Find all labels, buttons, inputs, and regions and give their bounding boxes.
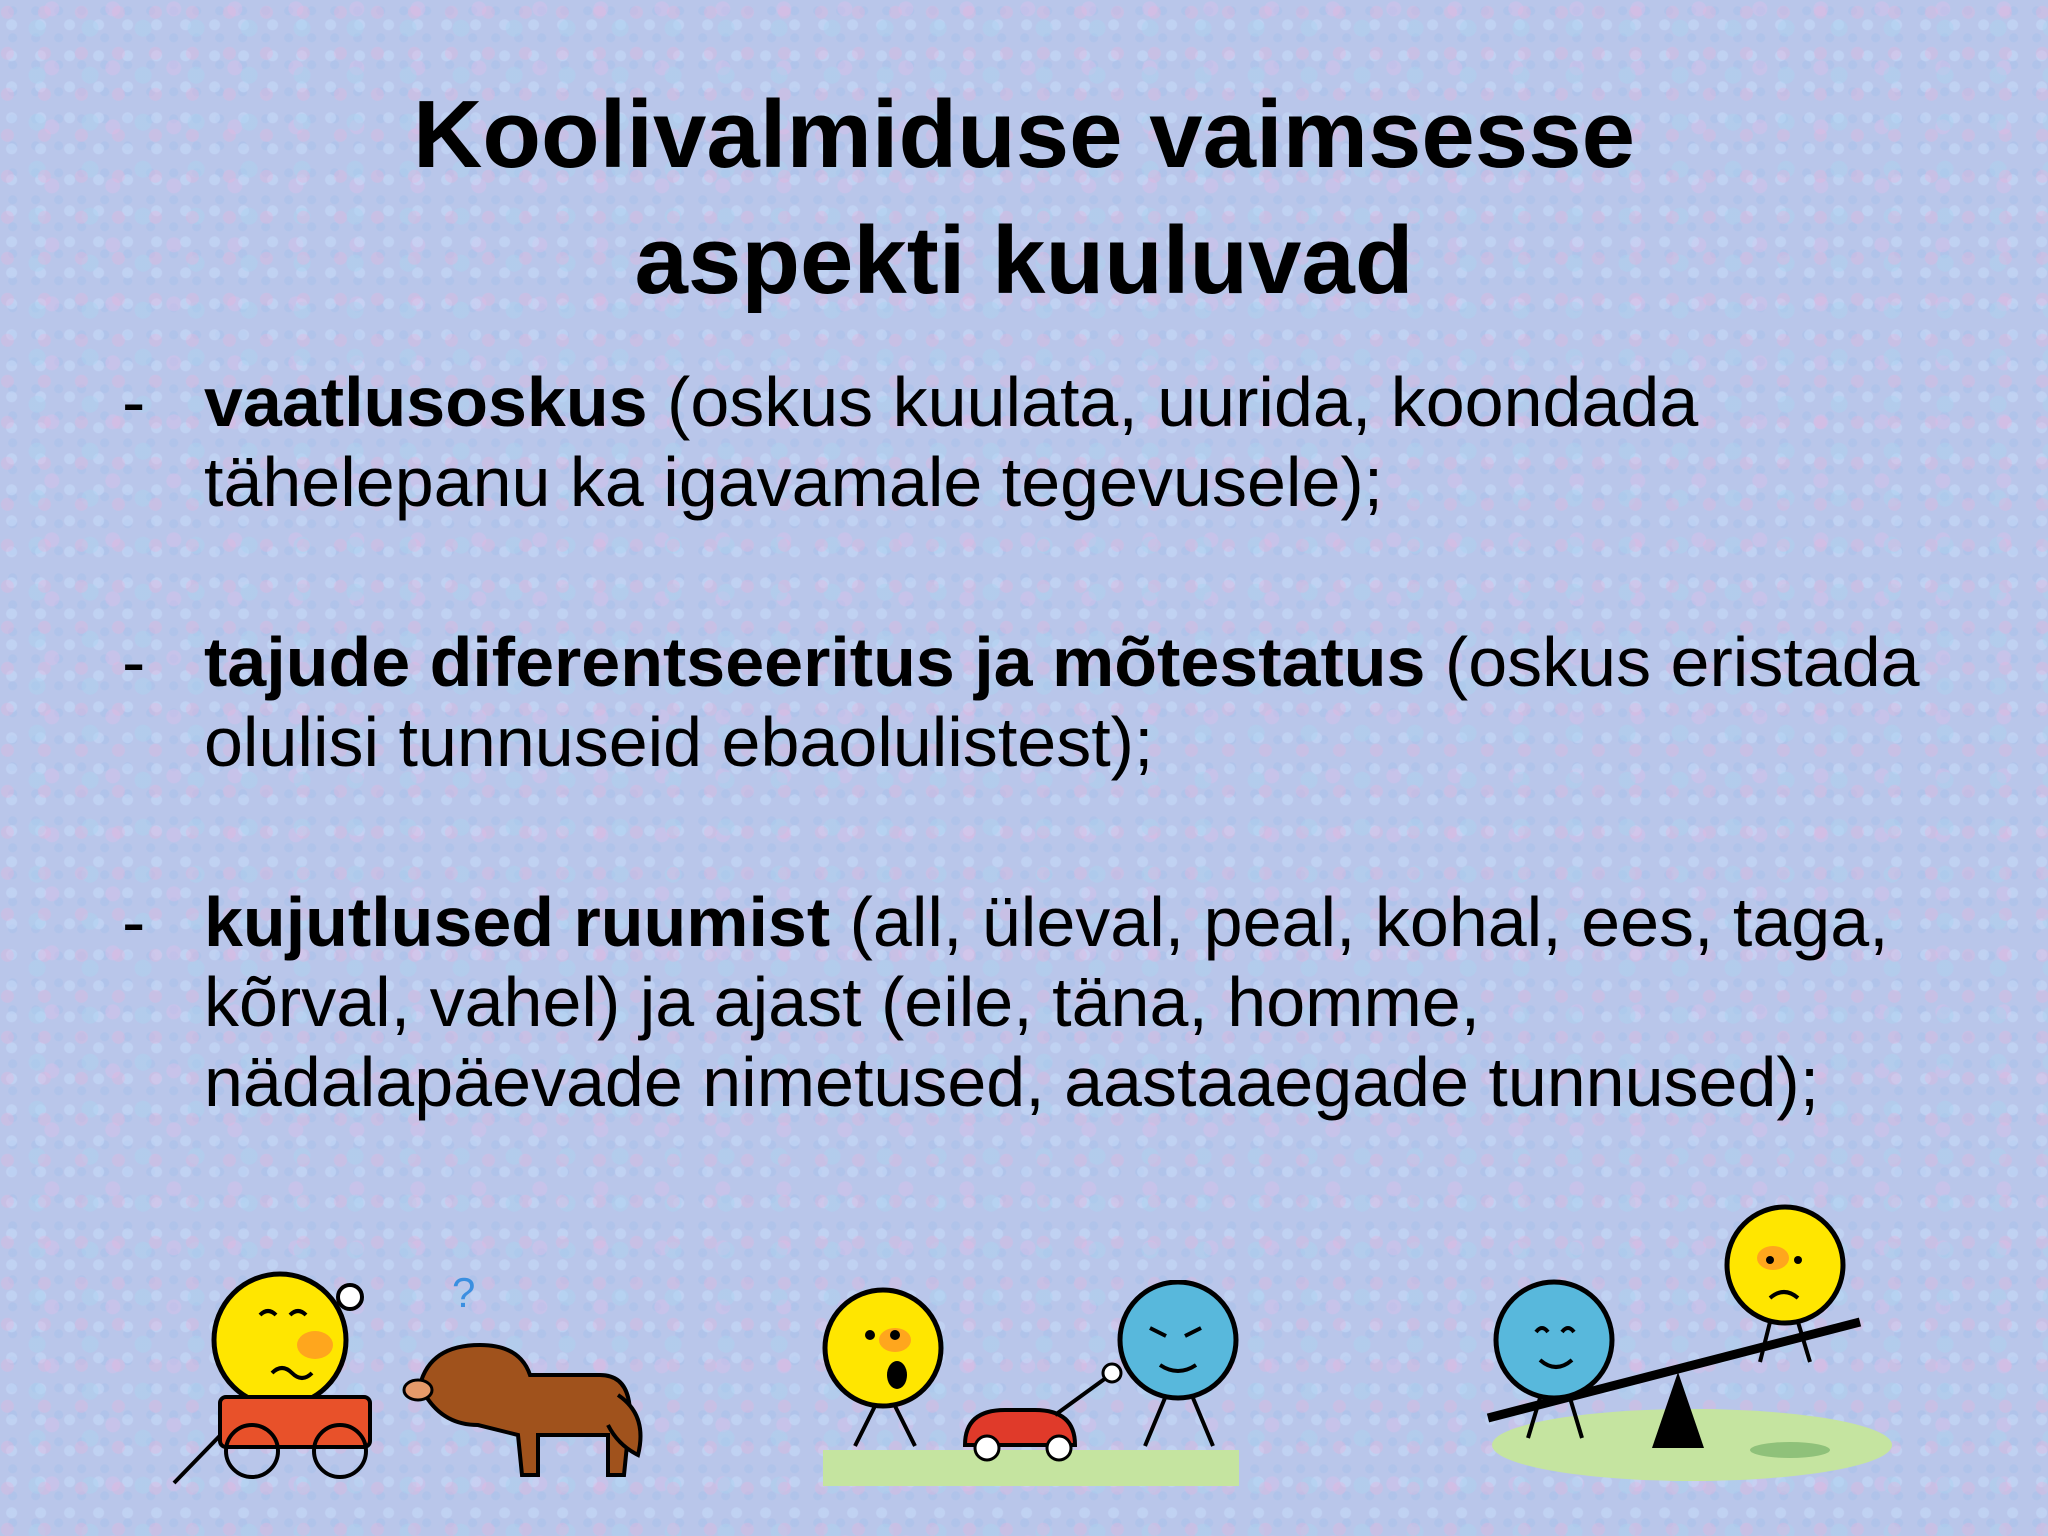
eye-icon — [890, 1330, 900, 1340]
blush-icon — [297, 1331, 333, 1359]
grass-patch — [823, 1450, 1239, 1486]
question-mark: ? — [452, 1269, 476, 1316]
bullet-text: (oskus kuulata, uurida, koondada tähelepanu ka igavamale tegevusele); — [204, 363, 1699, 521]
bullet-term: tajude diferentseeritus ja mõtestatus — [204, 623, 1426, 701]
cart-horse-clipart — [160, 1255, 650, 1495]
lawnmower-clipart — [815, 1280, 1245, 1490]
bullet-list — [122, 362, 1942, 1122]
horse-icon — [420, 1345, 630, 1475]
cart-body — [220, 1397, 370, 1447]
eye-icon — [865, 1330, 875, 1340]
hand-icon — [1103, 1364, 1121, 1382]
grass-shadow — [1750, 1442, 1830, 1458]
bullet-dash: - — [122, 883, 146, 961]
eye-icon — [1794, 1256, 1802, 1264]
bullet-term: vaatlusoskus — [204, 363, 648, 441]
bullet-item — [122, 882, 1942, 1122]
bullet-dash: - — [122, 623, 146, 701]
yellow-surprised-face — [825, 1290, 941, 1406]
title-line-2: aspekti kuuluvad — [634, 207, 1414, 314]
legs-icon — [855, 1406, 915, 1446]
bullet-item — [122, 362, 1942, 522]
legs-icon — [1145, 1398, 1213, 1446]
bullet-text: (all, üleval, peal, kohal, ees, taga, kõrval, vahel) ja ajast (eile, täna, homme, nädalapäevade nimetused, aastaaegade tunnused); — [204, 883, 1889, 1121]
open-mouth-icon — [887, 1361, 907, 1389]
seesaw-clipart — [1480, 1200, 1900, 1490]
bullet-dash: - — [122, 363, 146, 441]
title-line-1: Koolivalmiduse vaimsesse — [413, 81, 1635, 188]
hand-icon — [338, 1285, 362, 1309]
bullet-text: (oskus eristada olulisi tunnuseid ebaolulistest); — [204, 623, 1920, 781]
blue-smiling-face — [1496, 1282, 1612, 1398]
eye-icon — [1766, 1256, 1774, 1264]
mower-wheel — [1047, 1436, 1071, 1460]
horse-nose-icon — [404, 1380, 432, 1400]
bullet-item — [122, 622, 1942, 782]
bullet-term: kujutlused ruumist — [204, 883, 831, 961]
mower-handle — [1055, 1375, 1110, 1415]
blue-face — [1120, 1282, 1236, 1398]
mower-wheel — [975, 1436, 999, 1460]
slide-title — [0, 72, 2048, 324]
